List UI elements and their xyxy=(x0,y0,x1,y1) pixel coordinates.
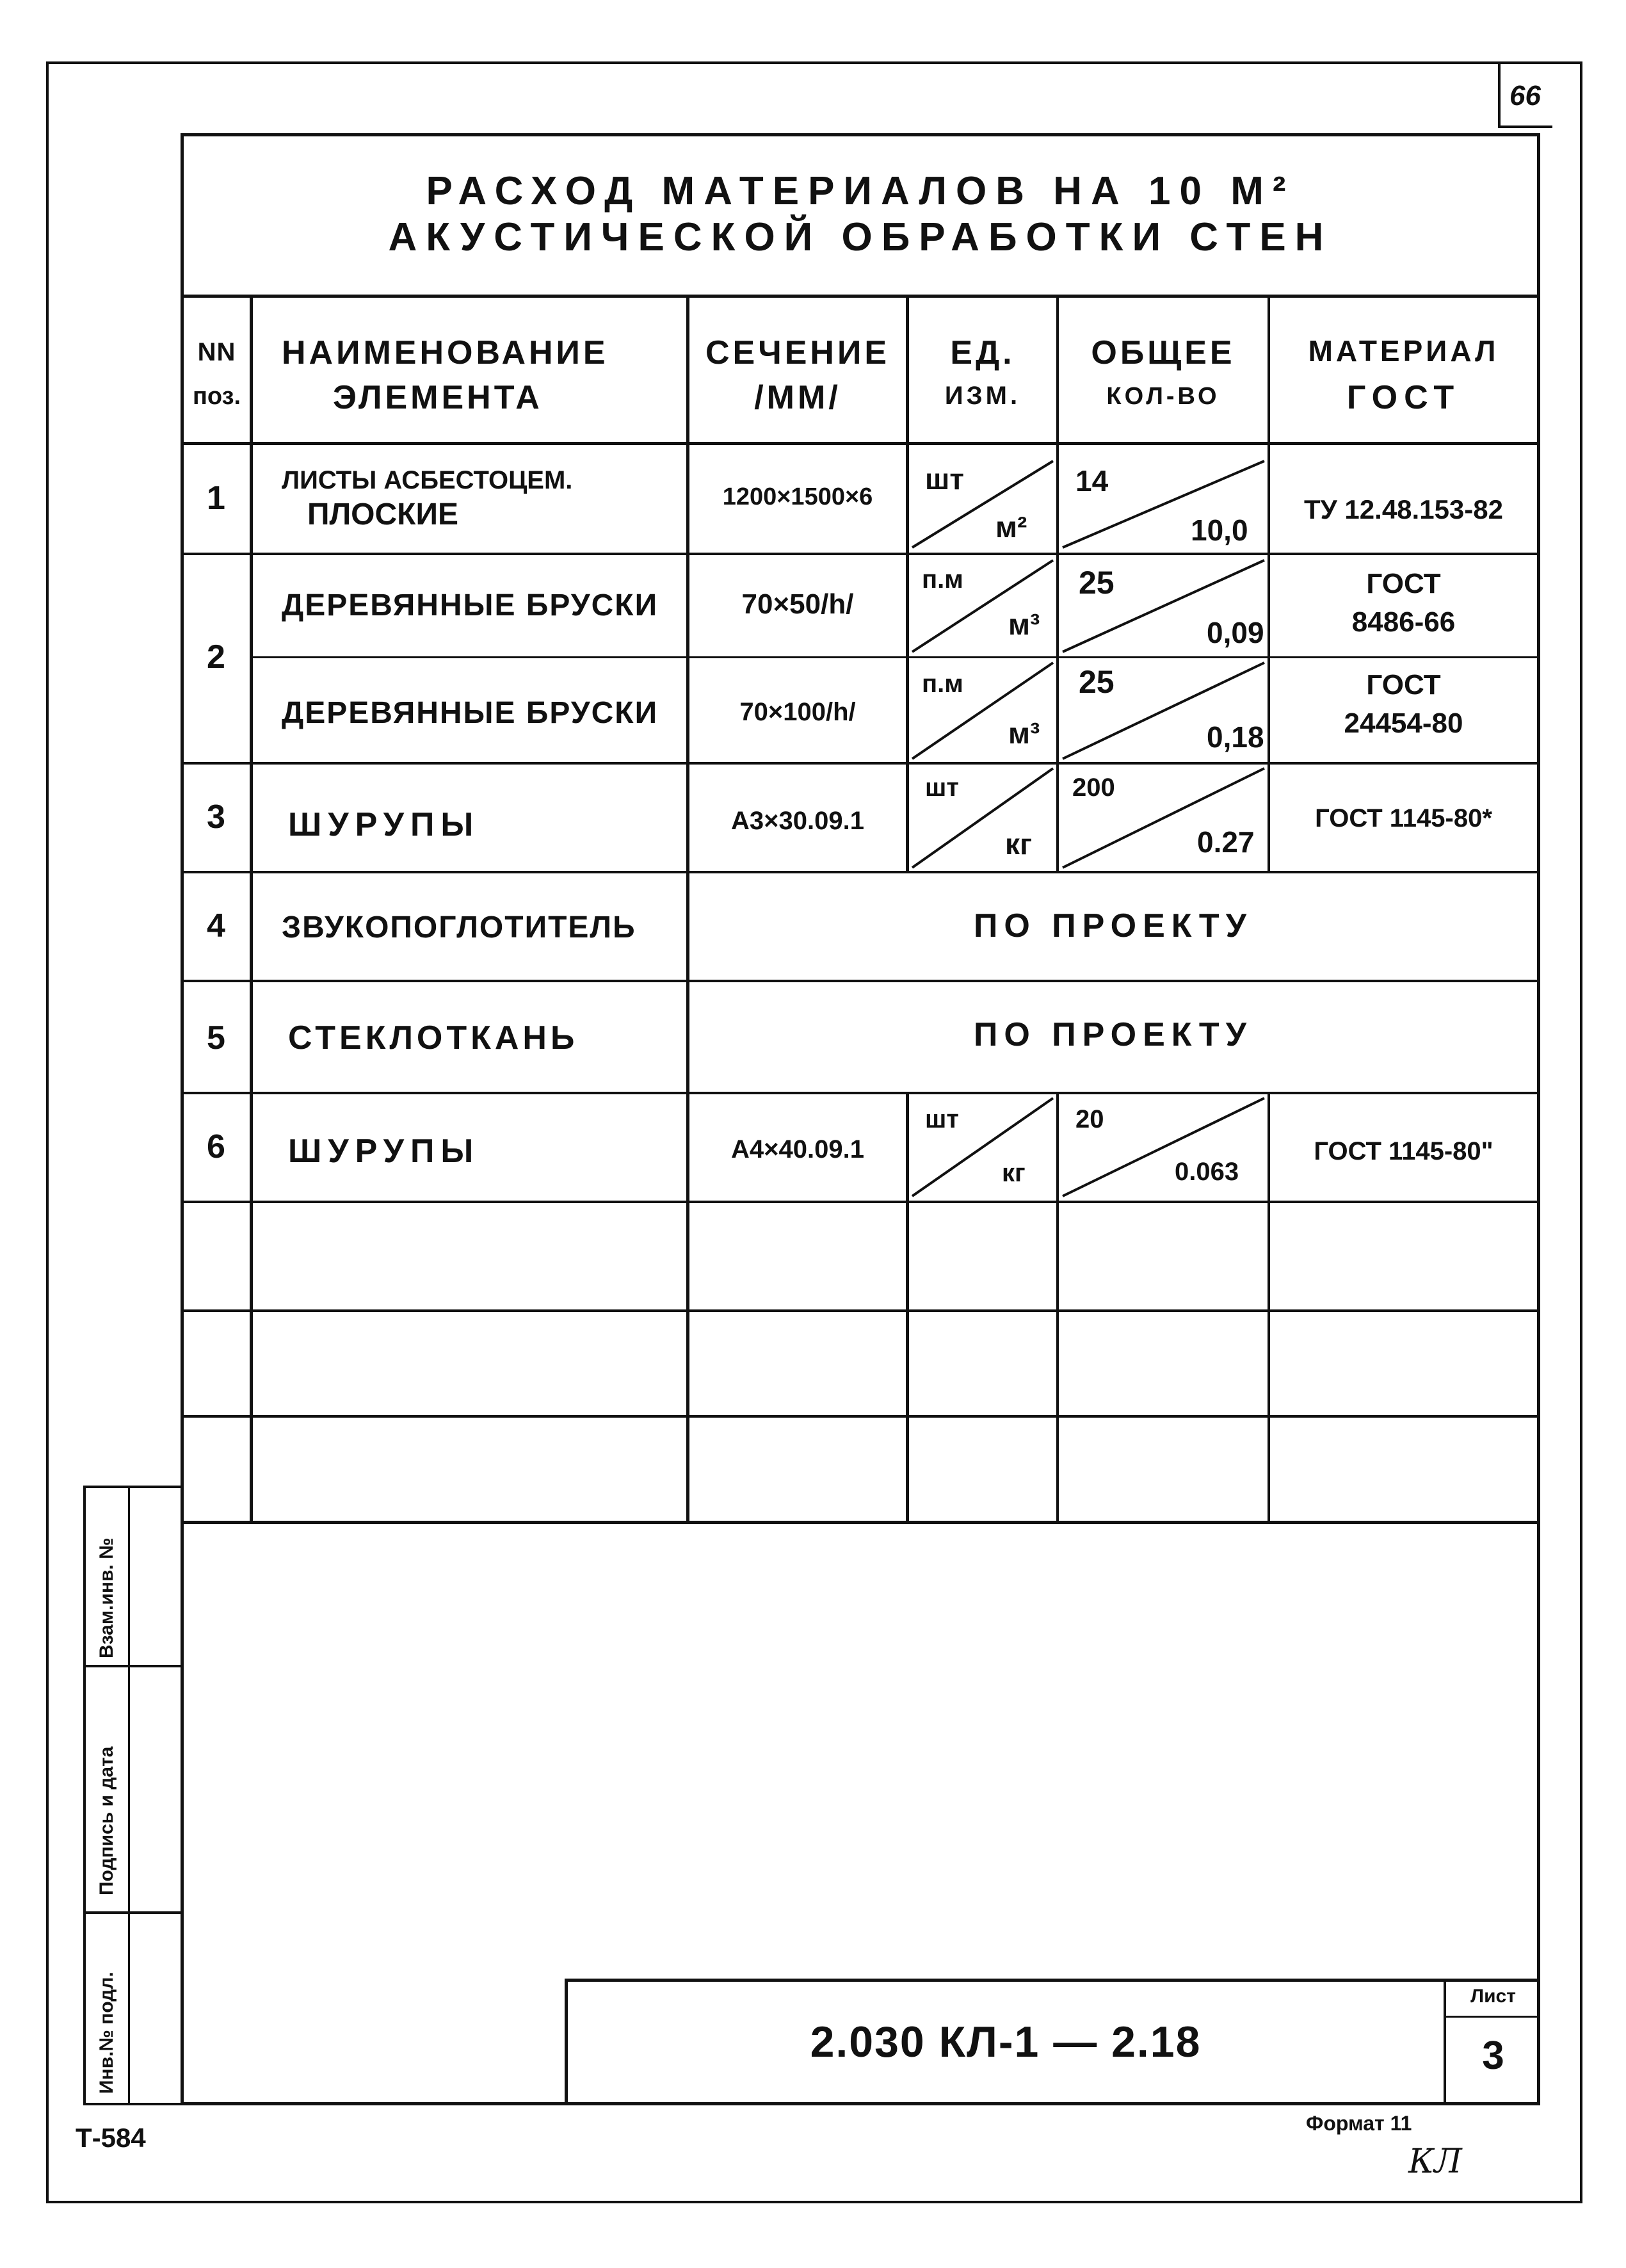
side-stamp-row xyxy=(83,1911,181,1914)
header-pos-2: поз. xyxy=(192,383,241,410)
row6-unit-top: шт xyxy=(925,1105,959,1133)
row1-name-2: ПЛОСКИЕ xyxy=(307,498,458,531)
label-sign-date: Подпись и дата xyxy=(96,1746,117,1895)
title-line-2: АКУСТИЧЕСКОЙ ОБРАБОТКИ СТЕН xyxy=(388,215,1333,259)
header-qty-2: КОЛ-ВО xyxy=(1106,383,1220,410)
left-code: Т-584 xyxy=(76,2123,146,2153)
header-section-2: /ММ/ xyxy=(754,379,841,416)
header-section-1: СЕЧЕНИЕ xyxy=(705,334,890,371)
header-name-1: НАИМЕНОВАНИЕ xyxy=(282,334,609,371)
row2b-name: ДЕРЕВЯННЫЕ БРУСКИ xyxy=(282,696,659,730)
row2-pos: 2 xyxy=(207,638,227,676)
row6-qty-top: 20 xyxy=(1075,1105,1104,1133)
row1-unit-bottom: м² xyxy=(995,510,1027,544)
row2a-material-1: ГОСТ xyxy=(1366,568,1441,599)
row1-qty-top: 14 xyxy=(1075,464,1109,498)
row1-name-1: ЛИСТЫ АСБЕСТОЦЕМ. xyxy=(282,466,573,494)
row4-merged: ПО ПРОЕКТУ xyxy=(974,907,1253,944)
doc-code: 2.030 КЛ-1 — 2.18 xyxy=(810,2018,1202,2066)
format-label: Формат 11 xyxy=(1306,2112,1412,2135)
handwritten-mark: КЛ xyxy=(1408,2142,1462,2181)
row2a-qty-bottom: 0,09 xyxy=(1207,616,1264,649)
row1-pos: 1 xyxy=(207,480,227,517)
row6-unit-bottom: кг xyxy=(1002,1159,1026,1187)
row1-qty-bottom: 10,0 xyxy=(1191,514,1248,547)
side-stamp-row xyxy=(83,1665,181,1667)
row2b-qty-top: 25 xyxy=(1079,664,1115,700)
row3-unit-top: шт xyxy=(925,774,959,802)
row6-material: ГОСТ 1145-80" xyxy=(1314,1137,1493,1165)
label-inv-no: Инв.№ подл. xyxy=(96,1972,117,2094)
page-number: 66 xyxy=(1509,80,1541,111)
row2a-qty-top: 25 xyxy=(1079,565,1115,601)
row2a-unit-bottom: м³ xyxy=(1008,608,1040,641)
header-name-2: ЭЛЕМЕНТА xyxy=(333,379,543,416)
row1-material: ТУ 12.48.153-82 xyxy=(1303,494,1503,524)
row2a-material-2: 8486-66 xyxy=(1351,606,1456,638)
header-material-2: ГОСТ xyxy=(1346,379,1461,416)
label-vzam-inv: Взам.инв. № xyxy=(96,1537,117,1658)
row1-section: 1200×1500×6 xyxy=(722,483,873,510)
row5-pos: 5 xyxy=(207,1019,227,1057)
header-pos-1: NN xyxy=(197,338,236,366)
side-stamp-divider xyxy=(128,1486,130,2105)
row2b-unit-top: п.м xyxy=(922,670,963,698)
row2a-name: ДЕРЕВЯННЫЕ БРУСКИ xyxy=(282,588,659,622)
header-unit-1: ЕД. xyxy=(950,334,1015,371)
row2b-material-2: 24454-80 xyxy=(1344,708,1463,739)
row5-name: СТЕКЛОТКАНЬ xyxy=(288,1019,579,1057)
row6-pos: 6 xyxy=(207,1128,227,1165)
row1-unit-top: шт xyxy=(925,462,964,496)
row6-qty-bottom: 0.063 xyxy=(1175,1158,1239,1186)
row3-material: ГОСТ 1145-80* xyxy=(1315,804,1492,832)
header-unit-2: ИЗМ. xyxy=(944,382,1021,410)
row2b-qty-bottom: 0,18 xyxy=(1207,720,1264,754)
sheet-box-row xyxy=(1444,2016,1540,2018)
row2a-unit-top: п.м xyxy=(922,565,963,594)
row2a-section: 70×50/h/ xyxy=(741,588,854,620)
header-material-1: МАТЕРИАЛ xyxy=(1308,334,1499,368)
row6-section: А4×40.09.1 xyxy=(731,1135,864,1163)
row5-merged: ПО ПРОЕКТУ xyxy=(974,1016,1253,1053)
row3-qty-top: 200 xyxy=(1072,774,1115,802)
row2b-section: 70×100/h/ xyxy=(739,698,856,726)
title-line-1: РАСХОД МАТЕРИАЛОВ НА 10 М² xyxy=(426,169,1295,213)
row3-section: А3×30.09.1 xyxy=(731,807,864,835)
sheet-label: Лист xyxy=(1470,1986,1516,2007)
row3-name: ШУРУПЫ xyxy=(288,806,480,843)
row2b-material-1: ГОСТ xyxy=(1366,669,1441,701)
row4-name: ЗВУКОПОГЛОТИТЕЛЬ xyxy=(282,911,636,944)
row3-qty-bottom: 0.27 xyxy=(1197,825,1255,859)
row3-unit-bottom: кг xyxy=(1005,827,1033,861)
sheet-number: 3 xyxy=(1482,2034,1504,2078)
row3-pos: 3 xyxy=(207,798,227,836)
header-qty-1: ОБЩЕЕ xyxy=(1091,334,1236,371)
row2b-unit-bottom: м³ xyxy=(1008,717,1040,750)
row4-pos: 4 xyxy=(207,907,227,944)
row6-name: ШУРУПЫ xyxy=(288,1133,480,1170)
